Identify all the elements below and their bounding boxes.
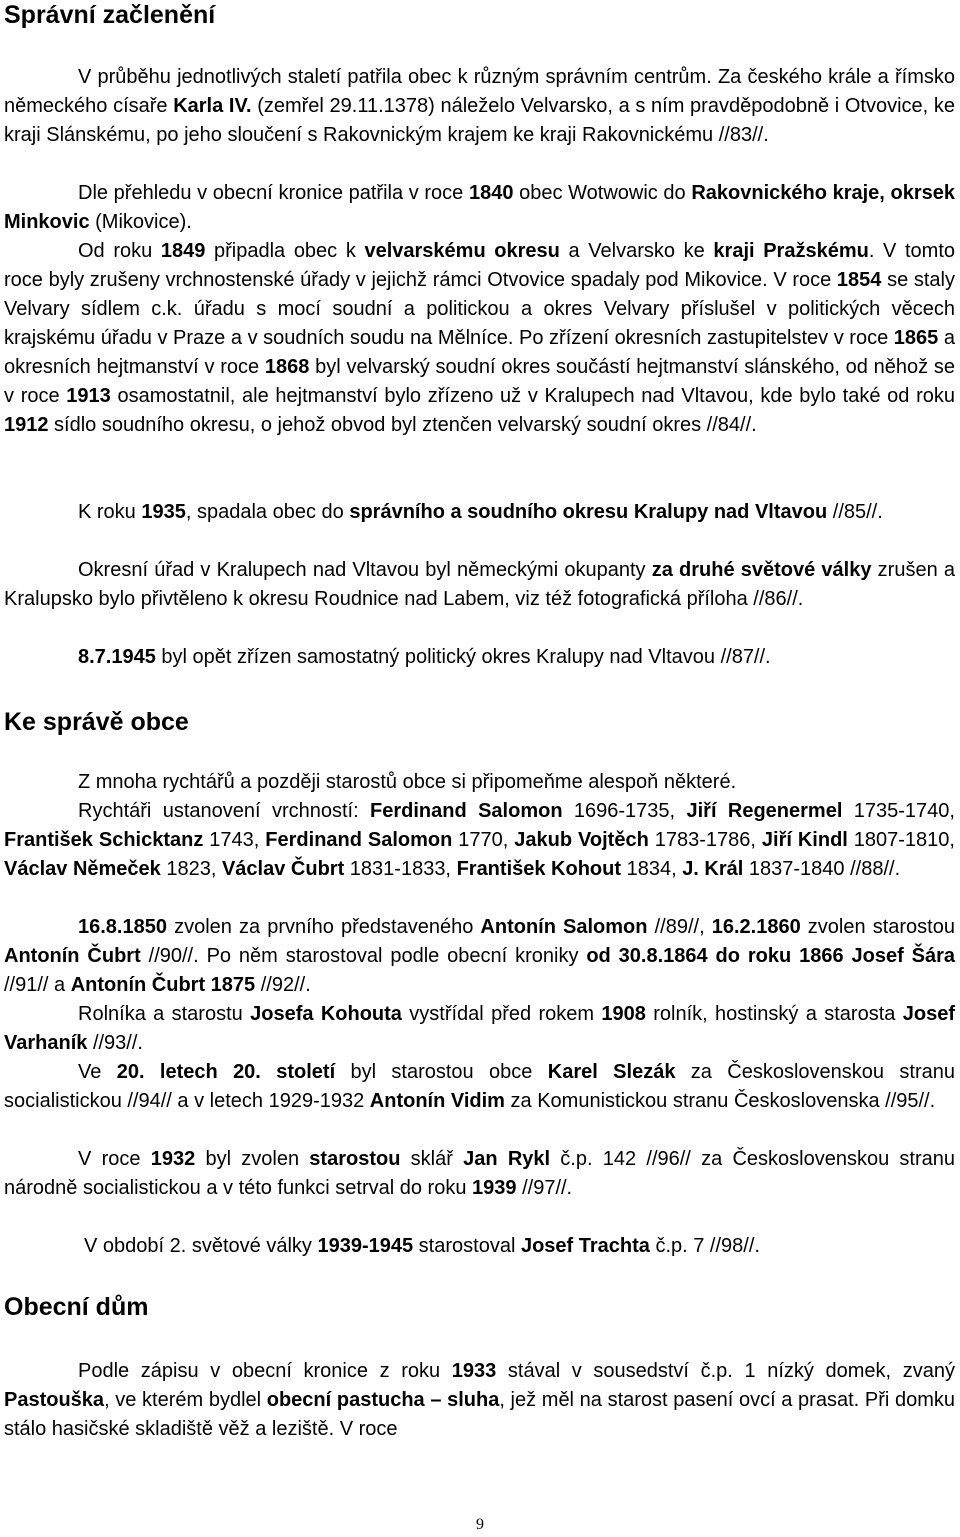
bold-text: obecní pastucha – sluha xyxy=(266,1389,500,1411)
text: //91// a xyxy=(4,974,71,996)
text: 1837-1840 //88//. xyxy=(743,858,901,880)
bold-text: 1868 xyxy=(264,356,310,378)
text: Rolníka a starostu xyxy=(78,1003,251,1025)
paragraph xyxy=(4,797,955,884)
text: za Československou stranu socialistickou //94// a v letech 1929-1932 xyxy=(4,1061,955,1112)
text: , jež měl na starost pasení ovcí a prasat. Při domku stálo hasičské skladiště věž a leziště. V roce xyxy=(4,1389,955,1440)
paragraph xyxy=(4,768,955,797)
text: //93//. xyxy=(87,1032,143,1054)
text: . V tomto roce byly zrušeny vrchnostenské úřady v jejichž rámci Otvovice spadaly pod Mikovice. V roce xyxy=(4,240,956,291)
bold-text: 16.2.1860 xyxy=(711,916,801,938)
text: 1783-1786, xyxy=(648,829,762,851)
text: 1807-1810, xyxy=(847,829,955,851)
text: //89//, xyxy=(647,916,712,938)
bold-text: Jiří Regenermel xyxy=(686,800,843,822)
paragraph xyxy=(4,556,955,614)
text: Rychtáři ustanovení vrchností: xyxy=(78,800,371,822)
text: Dle přehledu v obecní kronice patřila v roce xyxy=(78,182,469,204)
text: a Velvarsko ke xyxy=(559,240,714,262)
bold-text: 1865 xyxy=(893,327,939,349)
bold-text: Antonín Vidim xyxy=(369,1090,505,1112)
text: Podle zápisu v obecní kronice z roku xyxy=(78,1360,452,1382)
paragraph xyxy=(4,1000,955,1058)
text: obec Wotwowic do xyxy=(513,182,692,204)
heading-ke-sprave-obce: Ke správě obce xyxy=(4,708,189,736)
text: (Mikovice). xyxy=(89,211,192,233)
paragraph xyxy=(4,1232,955,1261)
bold-text: 1854 xyxy=(836,269,882,291)
bold-text: Josef Varhaník xyxy=(4,1003,955,1054)
text: stával v sousedství č.p. 1 nízký domek, zvaný xyxy=(496,1360,955,1382)
bold-text: 1939-1945 xyxy=(317,1235,414,1257)
text: (zemřel 29.11.1378) náleželo Velvarsko, a s ním pravděpodobně i Otvovice, ke kraji Slánskému, po jeho sloučení s Rakovnickým krajem ke kraji Rakovnickému //83//. xyxy=(4,95,955,146)
bold-text: František Kohout xyxy=(456,858,622,880)
bold-text: Ferdinand Salomon xyxy=(370,800,563,822)
text: byl velvarský soudní okres součástí hejtmanství slánského, od něhož se v roce xyxy=(4,356,955,407)
text: //90//. Po něm starostoval podle obecní kroniky xyxy=(140,945,587,967)
text: a okresních hejtmanství v roce xyxy=(4,327,956,378)
bold-text: 1935 xyxy=(141,501,186,523)
paragraph xyxy=(4,179,955,237)
heading-obecni-dum: Obecní dům xyxy=(4,1293,149,1321)
bold-text: Josef Trachta xyxy=(520,1235,650,1257)
bold-text: 1840 xyxy=(468,182,514,204)
bold-text: 20. letech 20. století xyxy=(116,1061,336,1083)
bold-text: 8.7.1945 xyxy=(78,646,156,668)
bold-text: správního a soudního okresu Kralupy nad Vltavou xyxy=(349,501,828,523)
bold-text: za druhé světové války xyxy=(651,559,872,581)
text: byl zvolen xyxy=(195,1148,310,1170)
bold-text: Antonín Salomon xyxy=(480,916,648,938)
bold-text: Antonín Čubrt xyxy=(4,945,141,967)
bold-text: Karel Slezák xyxy=(547,1061,676,1083)
bold-text: Jakub Vojtěch xyxy=(514,829,649,851)
text: Od roku xyxy=(78,240,161,262)
text: sídlo soudního okresu, o jehož obvod byl ztenčen velvarský soudní okres //84//. xyxy=(48,414,757,436)
text: zvolen za prvního představeného xyxy=(166,916,481,938)
bold-text: 1849 xyxy=(160,240,206,262)
text: 1735-1740, xyxy=(842,800,955,822)
text: 1770, xyxy=(452,829,515,851)
text: //97//. xyxy=(516,1177,573,1199)
text: 1743, xyxy=(203,829,266,851)
text: Ve xyxy=(78,1061,117,1083)
text: připadla obec k xyxy=(205,240,365,262)
text: K roku xyxy=(78,501,142,523)
text: byl opět zřízen samostatný politický okres Kralupy nad Vltavou //87//. xyxy=(155,646,771,668)
text: starostoval xyxy=(413,1235,521,1257)
paragraph xyxy=(4,237,955,440)
paragraph xyxy=(4,1058,955,1116)
text: 1823, xyxy=(160,858,222,880)
text: zrušen a Kralupsko bylo přivtěleno k okresu Roudnice nad Labem, viz též fotografická příloha //86//. xyxy=(4,559,956,610)
text: Okresní úřad v Kralupech nad Vltavou byl německými okupanty xyxy=(78,559,652,581)
page-number: 9 xyxy=(476,1516,484,1533)
text: č.p. 142 //96// za Československou stranu národně socialistickou a v této funkci setrval do roku xyxy=(4,1148,956,1199)
text: se staly Velvary sídlem c.k. úřadu s mocí soudní a politickou a okres Velvary příslušel v politických věcech krajskému úřadu v Praze a v soudních soudu na Mělníce. Po zřízení okresních zastupitelstev v roce xyxy=(4,269,955,349)
paragraph xyxy=(4,643,955,672)
text: Z mnoha rychtářů a později starostů obce si připomeňme alespoň některé. xyxy=(78,771,737,793)
bold-text: 1912 xyxy=(4,414,49,436)
bold-text: Karla IV. xyxy=(173,95,252,117)
text: //92//. xyxy=(255,974,311,996)
bold-text: 1933 xyxy=(451,1360,497,1382)
bold-text: Josefa Kohouta xyxy=(250,1003,402,1025)
bold-text: 1932 xyxy=(150,1148,196,1170)
bold-text: 1913 xyxy=(66,385,111,407)
bold-text: starostou xyxy=(309,1148,401,1170)
paragraph xyxy=(4,63,955,150)
text: č.p. 7 //98//. xyxy=(649,1235,760,1257)
bold-text: Antonín Čubrt 1875 xyxy=(70,974,256,996)
bold-text: Jiří Kindl xyxy=(761,829,848,851)
paragraph xyxy=(4,1145,955,1203)
paragraph xyxy=(4,1357,955,1444)
text: sklář xyxy=(400,1148,464,1170)
bold-text: od 30.8.1864 do roku 1866 Josef Šára xyxy=(586,945,955,967)
text: vystřídal před rokem xyxy=(401,1003,602,1025)
text: V roce xyxy=(78,1148,151,1170)
bold-text: kraji Pražskému xyxy=(713,240,869,262)
text: rolník, hostinský a starosta xyxy=(645,1003,903,1025)
bold-text: J. Král xyxy=(682,858,744,880)
bold-text: Václav Čubrt xyxy=(221,858,345,880)
text: zvolen starostou xyxy=(800,916,955,938)
text: osamostatnil, ale hejtmanství bylo zřízeno už v Kralupech nad Vltavou, kde bylo také od roku xyxy=(110,385,955,407)
bold-text: Václav Němeček xyxy=(4,858,161,880)
bold-text: Rakovnického kraje, okrsek Minkovic xyxy=(4,182,955,233)
bold-text: Jan Rykl xyxy=(463,1148,551,1170)
text: V průběhu jednotlivých staletí patřila obec k různým správním centrům. Za českého krále a římsko německého císaře xyxy=(4,66,955,117)
bold-text: 1939 xyxy=(472,1177,517,1199)
text: 1834, xyxy=(621,858,683,880)
text: , ve kterém bydlel xyxy=(104,1389,267,1411)
heading-spravni-zacleneni: Správní začlenění xyxy=(4,1,216,29)
text: 1696-1735, xyxy=(562,800,687,822)
text: za Komunistickou stranu Československa //95//. xyxy=(504,1090,936,1112)
paragraph xyxy=(4,913,955,1000)
bold-text: Pastouška xyxy=(4,1389,105,1411)
bold-text: 16.8.1850 xyxy=(78,916,167,938)
paragraph xyxy=(4,498,955,527)
text: //85//. xyxy=(827,501,883,523)
text: byl starostou obce xyxy=(335,1061,548,1083)
bold-text: 1908 xyxy=(601,1003,646,1025)
bold-text: Ferdinand Salomon xyxy=(265,829,453,851)
bold-text: František Schicktanz xyxy=(4,829,204,851)
text: V období 2. světové války xyxy=(84,1235,318,1257)
text: , spadala obec do xyxy=(185,501,350,523)
bold-text: velvarskému okresu xyxy=(364,240,560,262)
text: 1831-1833, xyxy=(344,858,457,880)
